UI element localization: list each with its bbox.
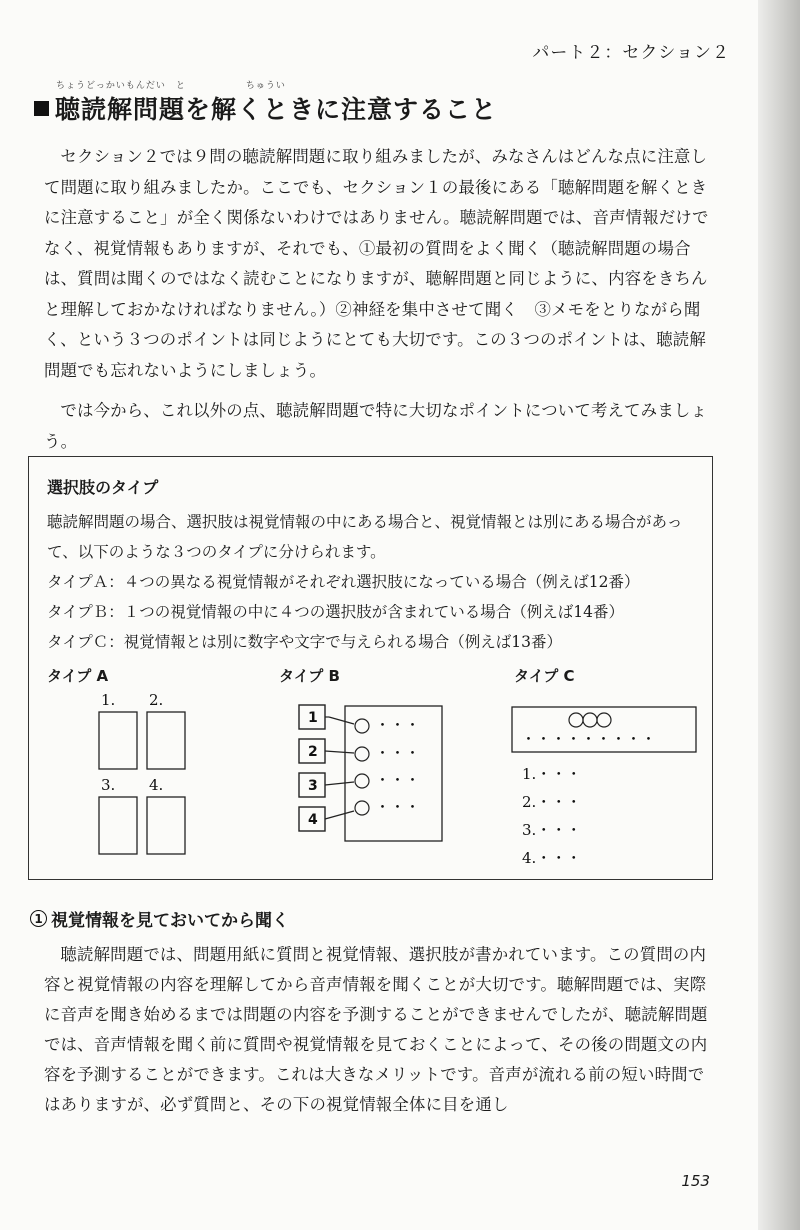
type-a-description: タイプＡ：４つの異なる視覚情報がそれぞれ選択肢になっている場合（例えば12番） — [47, 573, 640, 591]
type-b-dots-1: ・・・ — [375, 716, 421, 734]
type-b-number-2: 2 — [308, 744, 318, 760]
subsection-paragraph: 聴読解問題では、問題用紙に質問と視覚情報、選択肢が書かれています。この質問の内容と視覚情報の内容を理解してから音声情報を聞くことが大切です。聴解問題では、実際に音声を聞き始めるまでは問題の内容を予測することができませんでしたが、聴読解問題では、音声情報を聞く前に質問や視覚情報を見ておくことによって、その後の問題文の内容を予測することができます。これは大きなメリットです。音声が流れる前の短い時間ではありますが、必ず質問と、その下の視覚情報全体に目を通し — [44, 945, 708, 1114]
running-head: パート２：セクション２ — [532, 43, 730, 63]
type-c-label: タイプ C — [514, 667, 575, 685]
type-b-dots-4: ・・・ — [375, 798, 421, 816]
type-a-card-3 — [99, 797, 137, 854]
type-a-diagram — [99, 691, 185, 854]
type-c-choice-3: 3.・・・ — [522, 821, 582, 839]
type-b-row-4 — [299, 798, 420, 831]
circled-number-1: 1 — [30, 910, 47, 927]
type-a-item-3: 3. — [101, 776, 116, 794]
type-b-dots-3: ・・・ — [375, 771, 421, 789]
type-b-diagram — [299, 705, 442, 841]
type-c-choice-2: 2.・・・ — [522, 793, 582, 811]
type-b-row-2 — [299, 739, 420, 763]
type-b-row-3 — [299, 771, 420, 797]
subsection-text — [44, 940, 716, 1120]
type-c-description: タイプＣ：視覚情報とは別に数字や文字で与えられる場合（例えば13番） — [47, 633, 562, 651]
type-a-item-4: 4. — [149, 776, 164, 794]
type-a-item-2: 2. — [149, 691, 164, 709]
section-title-ruby: ちょうどっかいもんだい と ちゅうい — [56, 81, 286, 91]
type-b-number-4: 4 — [308, 812, 318, 828]
choice-type-diagram — [29, 687, 713, 882]
page-number: 153 — [681, 1172, 710, 1190]
section-heading — [34, 78, 734, 126]
type-c-diagram — [512, 707, 696, 867]
subsection-title: 視覚情報を見ておいてから聞く — [51, 911, 289, 931]
box-description: 聴読解問題の場合、選択肢は視覚情報の中にある場合と、視覚情報とは別にある場合があって、以下のような３つのタイプに分けられます。 — [47, 513, 683, 561]
box-title: 選択肢のタイプ — [47, 478, 159, 497]
type-b-row-1 — [299, 705, 420, 734]
type-b-description: タイプＢ：１つの視覚情報の中に４つの選択肢が含まれている場合（例えば14番） — [47, 603, 624, 621]
choice-types-box — [28, 456, 713, 880]
type-c-choice-4: 4.・・・ — [522, 849, 582, 867]
intro-paragraph-1: セクション２では９問の聴読解問題に取り組みましたが、みなさんはどんな点に注意して問題に取り組みましたか。ここでも、セクション１の最後にある「聴解問題を解くときに注意すること」が全く関係ないわけではありません。聴読解問題では、音声情報だけでなく、視覚情報もありますが、それでも、①最初の質問をよく聞く（聴読解問題の場合は、質問は聞くのではなく読むことになりますが、聴解問題と同じように、内容をきちんと理解しておかなければなりません。）②神経を集中させて聞く ③メモをとりながら聞く、という３つのポイントは同じようにとても大切です。この３つのポイントは、聴読解問題でも忘れないようにしましょう。 — [44, 147, 709, 380]
type-c-choice-1: 1.・・・ — [522, 765, 582, 783]
type-list — [47, 567, 707, 657]
page-edge-shadow — [758, 0, 800, 1230]
type-c-dots: ・・・・・・・・・ — [521, 730, 657, 748]
type-b-dots-2: ・・・ — [375, 744, 421, 762]
type-b-number-3: 3 — [308, 778, 318, 794]
intro-paragraph-2: では今から、これ以外の点、聴読解問題で特に大切なポイントについて考えてみましょう。 — [44, 401, 708, 451]
type-a-label: タイプ A — [47, 667, 109, 685]
section-title: 聴読解問題を解くときに注意すること — [55, 95, 498, 124]
type-a-card-4 — [147, 797, 185, 854]
intro-text — [44, 142, 716, 457]
type-a-item-1: 1. — [101, 691, 116, 709]
type-a-card-2 — [147, 712, 185, 769]
type-a-card-1 — [99, 712, 137, 769]
subsection-heading — [30, 906, 289, 931]
type-b-number-1: 1 — [308, 710, 318, 726]
black-square-icon — [34, 101, 49, 116]
type-b-label: タイプ B — [279, 667, 340, 685]
